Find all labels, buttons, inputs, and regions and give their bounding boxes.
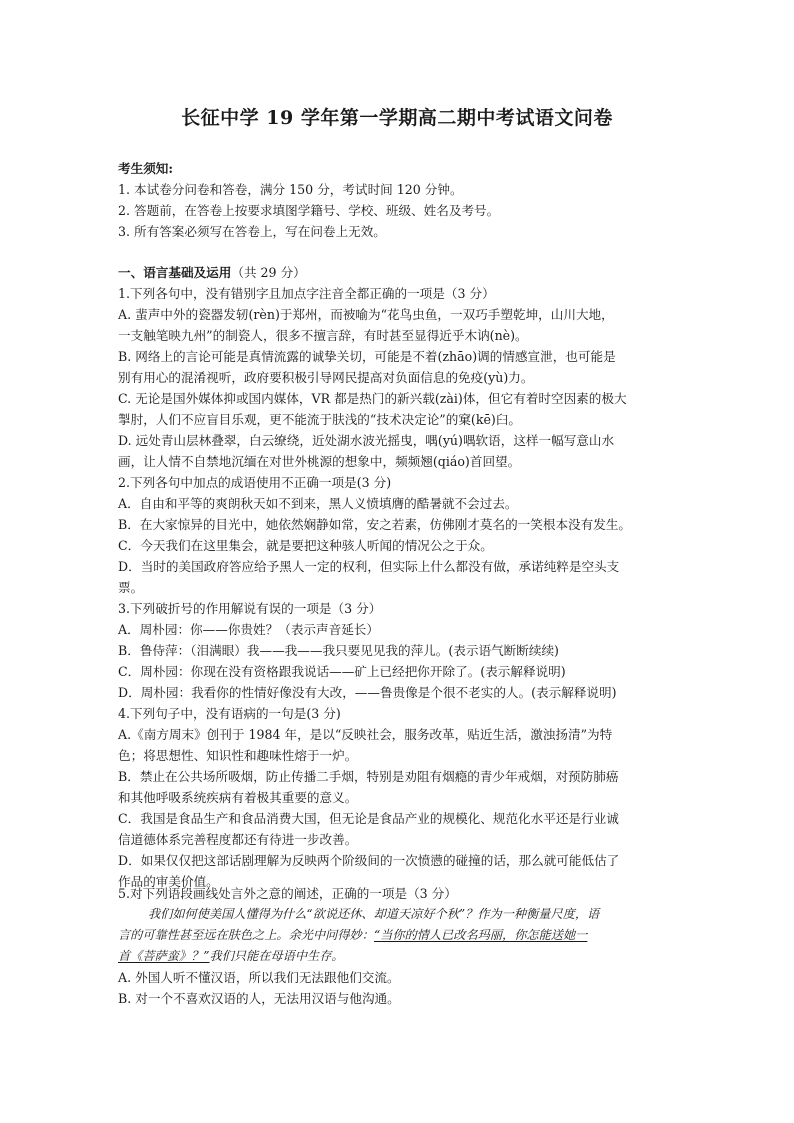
question-line: D．当时的美国政府答应给予黑人一定的权利，但实际上什么都没有做，承诺纯粹是空头支 <box>118 559 620 574</box>
question-line: 票。 <box>118 580 144 595</box>
question-line: B. 对一个不喜欢汉语的人，无法用汉语与他沟通。 <box>118 991 400 1006</box>
question-5 <box>118 883 678 1009</box>
question-line: 一支触笔映九州”的制瓷人，很多不擅言辞，有时甚至显得近乎木讷(nè)。 <box>118 328 528 343</box>
question-line: D．如果仅仅把这部话剧理解为反映两个阶级间的一次愤懑的碰撞的话，那么就可能低估了 <box>118 853 620 868</box>
question-line: C．今天我们在这里集会，就是要把这种骇人听闻的情况公之于众。 <box>118 538 493 553</box>
passage-line <box>118 904 678 925</box>
question-line: 画，让人情不自禁地沉缅在对世外桃源的想象中，频频翘(qiáo)首回望。 <box>118 454 521 469</box>
question-line: A．自由和平等的爽朗秋天如不到来，黑人义愤填膺的酷暑就不会过去。 <box>118 496 518 511</box>
section-score: （共 29 分） <box>231 265 306 280</box>
question-line: C．我国是食品生产和食品消费大国，但无论是食品产业的规模化、规范化水平还是行业诚 <box>118 811 619 826</box>
section-1 <box>118 262 678 892</box>
question-line: C. 无论是国外媒体抑或国内媒体，VR 都是热门的新兴载(zài)体，但它有着时空因素的极大 <box>118 391 627 406</box>
passage-line <box>118 925 678 946</box>
question-line: A.《南方周末》创刊于 1984 年，是以“反映社会，服务改革，贴近生活，激浊扬清”为特 <box>118 727 613 742</box>
question-line: A. 蜚声中外的瓷器发轫(rèn)于郑州，而被喻为“花鸟虫鱼，一双巧手塑乾坤，山川大地， <box>118 307 614 322</box>
question-stem: 5.对下列语段画线处言外之意的阐述，正确的一项是（3 分） <box>118 886 457 901</box>
page-title: 长征中学 19 学年第一学期高二期中考试语文问卷 <box>181 107 613 129</box>
question-line: C．周朴园：你现在没有资格跟我说话——矿上已经把你开除了。(表示解释说明) <box>118 664 566 679</box>
question-stem: 1.下列各句中，没有错别字且加点字注音全都正确的一项是（3 分） <box>118 286 495 301</box>
question-line: A. 外国人听不懂汉语，所以我们无法跟他们交流。 <box>118 970 400 985</box>
question-line: 掣肘，人们不应盲目乐观，更不能流于肤浅的“技术决定论”的窠(kē)臼。 <box>118 412 522 427</box>
question-line: D. 远处青山层林叠翠，白云缭绕，近处湖水波光摇曳，喁(yú)喁软语，这样一幅写意山水 <box>118 433 615 448</box>
passage-text: 我们只能在母语中生存。 <box>209 949 344 963</box>
question-line: 信道德体系完善程度都还有待进一步改善。 <box>118 832 358 847</box>
question-line: B．在大家惊异的目光中，她依然娴静如常，安之若素，仿佛刚才莫名的一笑根本没有发生。 <box>118 517 632 532</box>
passage-text: 言的可靠性甚至远在肤色之上。余光中问得妙： <box>118 928 374 942</box>
question-line: 作品的审美价值。 <box>118 874 219 889</box>
passage-line <box>118 946 678 967</box>
question-line: A．周朴园：你——你贵姓？（表示声音延长） <box>118 622 379 637</box>
notice-block <box>118 158 678 242</box>
question-line: 别有用心的混淆视听，政府要积极引导网民提高对负面信息的免疫(yù)力。 <box>118 370 534 385</box>
notice-item: 2. 答题前，在答卷上按要求填图学籍号、学校、班级、姓名及考号。 <box>118 203 500 218</box>
question-line: D．周朴园：我看你的性情好像没有大改，——鲁贵像是个很不老实的人。(表示解释说明) <box>118 685 617 700</box>
question-line: B. 网络上的言论可能是真情流露的诚挚关切，可能是不着(zhāo)调的情感宣泄，也可能是 <box>118 349 616 364</box>
question-line: B．禁止在公共场所吸烟，防止传播二手烟，特别是劝阻有烟瘾的青少年戒烟，对预防肺癌 <box>118 769 619 784</box>
section-heading-row <box>118 262 678 283</box>
question-line: 色；将思想性、知识性和趣味性熔于一炉。 <box>118 748 358 763</box>
passage-text: 我们如何使美国人懂得为什么“欲说还休、却道天凉好个秋”？作为一种衡量尺度，语 <box>148 907 600 921</box>
underlined-text: 首《菩萨蛮》？” <box>118 949 210 963</box>
section-heading: 一、语言基础及运用 <box>118 265 232 280</box>
question-stem: 4.下列句子中，没有语病的一句是(3 分) <box>118 706 341 721</box>
question-line: B．鲁侍萍：（泪满眼）我——我——我只要见见我的萍儿。(表示语气断断续续) <box>118 643 559 658</box>
question-line: 和其他呼吸系统疾病有着极其重要的意义。 <box>118 790 358 805</box>
question-stem: 3.下列破折号的作用解说有误的一项是（3 分） <box>118 601 382 616</box>
notice-heading: 考生须知: <box>118 161 174 176</box>
notice-item: 1. 本试卷分问卷和答卷，满分 150 分，考试时间 120 分钟。 <box>118 182 463 197</box>
question-stem: 2.下列各句中加点的成语使用不正确一项是(3 分) <box>118 475 392 490</box>
underlined-text: “当你的情人已改名玛丽，你怎能送她一 <box>373 928 588 942</box>
notice-item: 3. 所有答案必须写在答卷上，写在问卷上无效。 <box>118 224 386 239</box>
